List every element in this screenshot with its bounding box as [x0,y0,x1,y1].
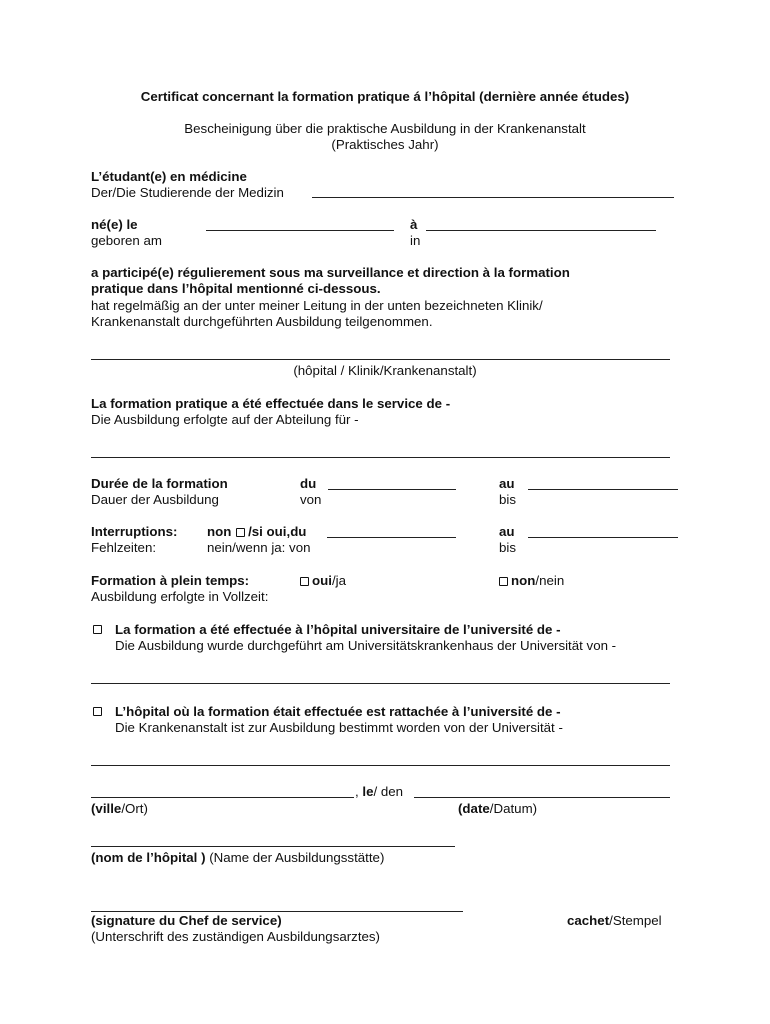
hospital-field[interactable] [91,359,670,360]
born-at-label-fr: à [410,217,418,232]
interruptions-options [207,524,306,540]
ort-label: /Ort) [121,801,148,816]
student-label-de: Der/Die Studierende der Medizin [91,185,284,200]
subtitle-german: Bescheinigung über die praktische Ausbildung in der Krankenanstalt [184,121,586,136]
interruptions-yes-label: /si oui,du [248,524,307,539]
student-name-field[interactable] [312,197,674,198]
fulltime-non-label: non [511,573,536,588]
duration-start-field[interactable] [328,489,456,490]
duration-from-fr: du [300,476,317,491]
hospital-caption: (hôpital / Klinik/Krankenanstalt) [293,363,477,378]
fulltime-label-fr: Formation à plein temps: [91,573,250,588]
den-label: / den [373,784,404,799]
participated-fr-1: a participé(e) régulierement sous ma surveillance et direction à la formation [91,265,570,280]
participated-de-2: Krankenanstalt durchgeführten Ausbildung teilgenommen. [91,314,433,329]
fulltime-oui-checkbox[interactable] [300,577,309,586]
duration-label-fr: Durée de la formation [91,476,228,491]
birth-date-field[interactable] [206,230,394,231]
fulltime-nein-label: /nein [535,573,565,588]
born-label-de: geboren am [91,233,162,248]
participated-de-1: hat regelmäßig an der unter meiner Leitung in der unten bezeichneten Klinik/ [91,298,543,313]
university-hospital-field[interactable] [91,683,670,684]
fulltime-oui-label: oui [312,573,332,588]
stempel-label: /Stempel [609,913,662,928]
signature-label-de: (Unterschrift des zuständigen Ausbildungsarztes) [91,929,380,944]
interruptions-label-de: Fehlzeiten: [91,540,157,555]
fulltime-oui-option[interactable] [300,573,346,589]
university-hospital-label-fr: La formation a été effectuée à l’hôpital universitaire de l’université de - [115,622,561,637]
place-date-separator [355,784,403,800]
interruptions-non-label: non [207,524,232,539]
university-hospital-label-de: Die Ausbildung wurde durchgeführt am Universitätskrankenhaus der Universität von - [115,638,617,653]
service-label-fr: La formation pratique a été effectuée dans le service de - [91,396,451,411]
interruptions-non-de: nein/wenn ja: von [207,540,311,555]
fulltime-label-de: Ausbildung erfolgte in Vollzeit: [91,589,269,604]
interruptions-start-field[interactable] [327,537,456,538]
signature-field[interactable] [91,911,463,912]
interruptions-to-fr: au [499,524,515,539]
fulltime-ja-label: /ja [331,573,346,588]
ville-label: (ville [91,801,122,816]
attached-hospital-label-fr: L’hôpital où la formation était effectuée est rattachée à l’université de - [115,704,561,719]
fulltime-non-option[interactable] [499,573,564,589]
date-field[interactable] [414,797,670,798]
hospital-name-de: (Name der Ausbildungsstätte) [209,850,385,865]
stamp-label [567,913,662,929]
duration-label-de: Dauer der Ausbildung [91,492,219,507]
city-caption [91,801,148,817]
interruptions-end-field[interactable] [528,537,678,538]
duration-end-field[interactable] [528,489,678,490]
city-field[interactable] [91,797,354,798]
document-title: Certificat concernant la formation pratique á l’hôpital (dernière année études) [140,89,630,104]
university-hospital-checkbox[interactable] [93,625,102,634]
attached-hospital-checkbox[interactable] [93,707,102,716]
duration-to-de: bis [499,492,516,507]
cachet-label: cachet [567,913,610,928]
hospital-name-field[interactable] [91,846,455,847]
duration-from-de: von [300,492,322,507]
student-label-fr: L’étudant(e) en médicine [91,169,247,184]
datum-label: /Datum) [489,801,538,816]
interruptions-to-de: bis [499,540,516,555]
subtitle-german-2: (Praktisches Jahr) [331,137,439,152]
interruptions-checkbox[interactable] [236,528,245,537]
attached-hospital-label-de: Die Krankenanstalt ist zur Ausbildung bestimmt worden von der Universität - [115,720,563,735]
signature-label-fr: (signature du Chef de service) [91,913,282,928]
comma: , [355,784,359,799]
born-at-label-de: in [410,233,421,248]
fulltime-non-checkbox[interactable] [499,577,508,586]
attached-hospital-field[interactable] [91,765,670,766]
service-field[interactable] [91,457,670,458]
duration-to-fr: au [499,476,515,491]
born-label-fr: né(e) le [91,217,138,232]
service-label-de: Die Ausbildung erfolgte auf der Abteilung für - [91,412,359,427]
interruptions-label-fr: Interruptions: [91,524,178,539]
participated-fr-2: pratique dans l’hôpital mentionné ci-dessous. [91,281,381,296]
hospital-name-caption [91,850,384,866]
le-label: le [362,784,374,799]
date-label: (date [458,801,490,816]
birth-place-field[interactable] [426,230,656,231]
hospital-name-fr: (nom de l’hôpital ) [91,850,206,865]
date-caption [458,801,537,817]
